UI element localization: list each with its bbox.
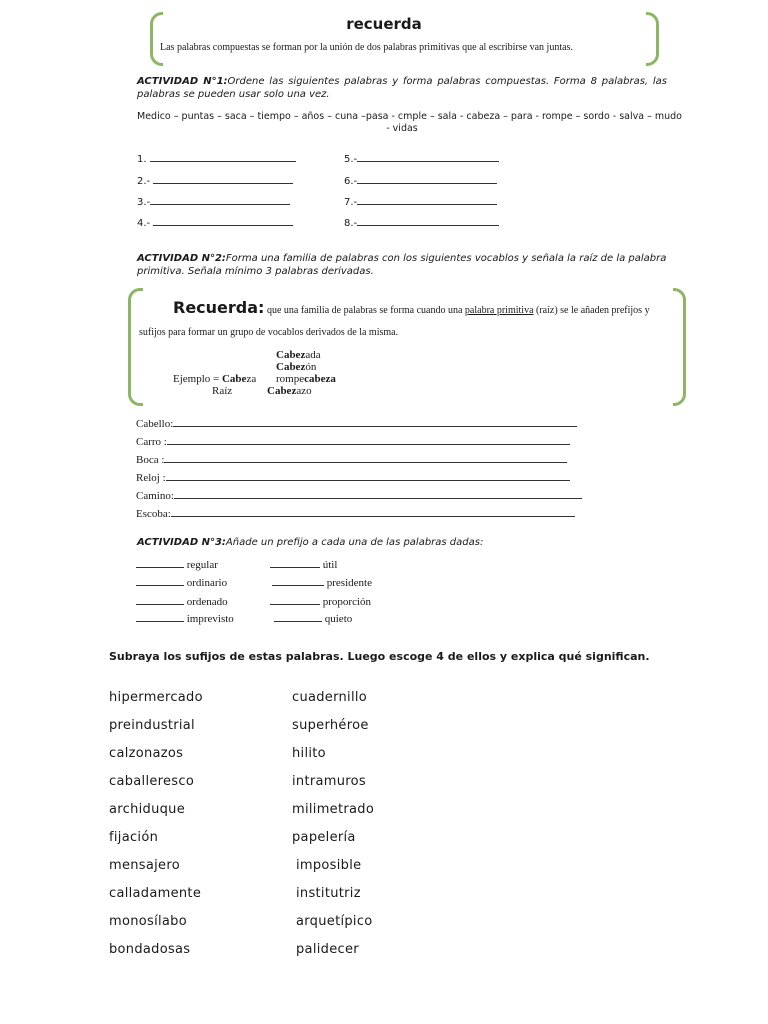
word-right-9: arquetípico xyxy=(296,914,373,929)
recuerda-title: recuerda xyxy=(346,15,422,33)
activity1-words-line2: - vidas xyxy=(386,123,418,134)
word-left-3: calzonazos xyxy=(109,746,184,761)
vocab-row-cabello: Cabello: xyxy=(136,418,577,430)
example-line: Ejemplo = Cabeza xyxy=(173,373,257,385)
answer-blank[interactable] xyxy=(153,183,293,184)
derived-1: Cabezada xyxy=(276,349,321,361)
answer-num: 7.- xyxy=(344,197,358,208)
recuerda2-text3: sufijos para formar un grupo de vocablos derivados de la misma. xyxy=(139,327,399,338)
answer-num: 5.- xyxy=(344,154,358,165)
word-left-9: monosílabo xyxy=(109,914,187,929)
activity1-words-line1: Medico – puntas – saca – tiempo – años – cuna –pasa - cmple – sala - cabeza – para - rompe – sordo - salva – mudo xyxy=(137,111,682,122)
recuerda2-bracket-right xyxy=(673,288,686,406)
answer-blank[interactable] xyxy=(150,204,290,205)
answer-blank[interactable] xyxy=(150,161,296,162)
word-right-2: superhéroe xyxy=(292,718,369,733)
answer-num: 4.- xyxy=(137,218,151,229)
vocab-blank[interactable] xyxy=(174,498,582,499)
answer-num: 3.- xyxy=(137,197,151,208)
prefix-row-right-3: proporción xyxy=(270,596,371,608)
word-right-5: milimetrado xyxy=(292,802,375,817)
answer-blank[interactable] xyxy=(357,204,497,205)
prefix-row-left-3: ordenado xyxy=(136,596,228,608)
word-right-1: cuadernillo xyxy=(292,690,368,705)
activity1-instruction xyxy=(137,75,667,101)
activity3-label: ACTIVIDAD N°3: xyxy=(137,537,226,548)
prefix-blank[interactable] xyxy=(136,621,184,622)
word-right-8: institutriz xyxy=(296,886,361,901)
word-right-7: imposible xyxy=(296,858,362,873)
activity4-instruction: Subraya los sufijos de estas palabras. Luego escoge 4 de ellos y explica qué significan. xyxy=(109,650,650,663)
word-right-4: intramuros xyxy=(292,774,366,789)
answer-row-2 xyxy=(137,176,293,187)
vocab-blank[interactable] xyxy=(173,426,577,427)
answer-blank[interactable] xyxy=(357,161,499,162)
word-left-7: mensajero xyxy=(109,858,180,873)
recuerda-text: Las palabras compuestas se forman por la unión de dos palabras primitivas que al escribirse van juntas. xyxy=(160,42,573,53)
example-root: Cabe xyxy=(221,373,247,385)
activity2-instruction xyxy=(137,252,669,278)
answer-num: 8.- xyxy=(344,218,358,229)
word-left-1: hipermercado xyxy=(109,690,203,705)
activity2-label: ACTIVIDAD N°2: xyxy=(137,253,226,264)
vocab-row-boca: Boca : xyxy=(136,454,567,466)
prefix-row-left-2: ordinario xyxy=(136,577,227,589)
derived-3: rompecabeza xyxy=(276,373,336,385)
vocab-blank[interactable] xyxy=(167,444,570,445)
recuerda2-title: Recuerda: xyxy=(173,298,265,317)
word-right-10: palidecer xyxy=(296,942,359,957)
activity3-text: Añade un prefijo a cada una de las palabras dadas: xyxy=(225,537,484,548)
prefix-row-right-1: útil xyxy=(270,559,337,571)
vocab-blank[interactable] xyxy=(166,480,570,481)
activity2-text: Forma una familia de palabras con los siguientes vocablos y señala la raíz de la palabra primitiva. Señala mínimo 3 palabras derivadas. xyxy=(137,253,667,277)
recuerda2-bracket-left xyxy=(128,288,143,406)
word-right-3: hilito xyxy=(292,746,326,761)
prefix-blank[interactable] xyxy=(136,604,184,605)
answer-num: 2.- xyxy=(137,176,151,187)
example-label: Ejemplo = xyxy=(173,373,222,385)
answer-blank[interactable] xyxy=(357,183,497,184)
activity1-text: Ordene las siguientes palabras y forma palabras compuestas. Forma 8 palabras, las palabras se pueden usar solo una vez. xyxy=(137,76,667,100)
answer-num: 1. xyxy=(137,154,147,165)
root-label: Raíz xyxy=(212,385,233,397)
prefix-row-left-4: imprevisto xyxy=(136,613,234,625)
prefix-blank[interactable] xyxy=(274,621,322,622)
word-left-10: bondadosas xyxy=(109,942,191,957)
answer-row-3 xyxy=(137,197,290,208)
answer-row-8 xyxy=(344,218,499,229)
derived-4: Cabezazo xyxy=(267,385,312,397)
answer-num: 6.- xyxy=(344,176,358,187)
activity1-label: ACTIVIDAD N°1: xyxy=(137,76,228,87)
recuerda2-line1 xyxy=(173,298,650,317)
word-left-2: preindustrial xyxy=(109,718,195,733)
prefix-blank[interactable] xyxy=(270,567,320,568)
answer-blank[interactable] xyxy=(153,225,293,226)
vocab-blank[interactable] xyxy=(164,462,567,463)
derived-2: Cabezón xyxy=(276,361,317,373)
vocab-row-camino: Camino: xyxy=(136,490,582,502)
vocab-row-carro: Carro : xyxy=(136,436,570,448)
word-left-8: calladamente xyxy=(109,886,202,901)
prefix-row-right-4: quieto xyxy=(274,613,352,625)
vocab-row-escoba: Escoba: xyxy=(136,508,575,520)
word-left-6: fijación xyxy=(109,830,159,845)
word-right-6: papelería xyxy=(292,830,356,845)
answer-row-1 xyxy=(137,154,296,165)
recuerda2-text1: que una familia de palabras se forma cuando una xyxy=(264,305,465,316)
answer-blank[interactable] xyxy=(357,225,499,226)
recuerda2-link: palabra primitiva xyxy=(464,305,534,316)
activity3-instruction xyxy=(137,536,483,549)
answer-row-6 xyxy=(344,176,497,187)
prefix-row-left-1: regular xyxy=(136,559,218,571)
prefix-blank[interactable] xyxy=(272,585,324,586)
answer-row-4 xyxy=(137,218,293,229)
word-left-4: caballeresco xyxy=(109,774,195,789)
prefix-row-right-2: presidente xyxy=(272,577,372,589)
vocab-row-reloj: Reloj : xyxy=(136,472,570,484)
prefix-blank[interactable] xyxy=(136,567,184,568)
recuerda2-text2: (raíz) se le añaden prefijos y xyxy=(533,305,650,316)
vocab-blank[interactable] xyxy=(171,516,575,517)
word-left-5: archiduque xyxy=(109,802,186,817)
answer-row-5 xyxy=(344,154,499,165)
prefix-blank[interactable] xyxy=(270,604,320,605)
answer-row-7 xyxy=(344,197,497,208)
prefix-blank[interactable] xyxy=(136,585,184,586)
